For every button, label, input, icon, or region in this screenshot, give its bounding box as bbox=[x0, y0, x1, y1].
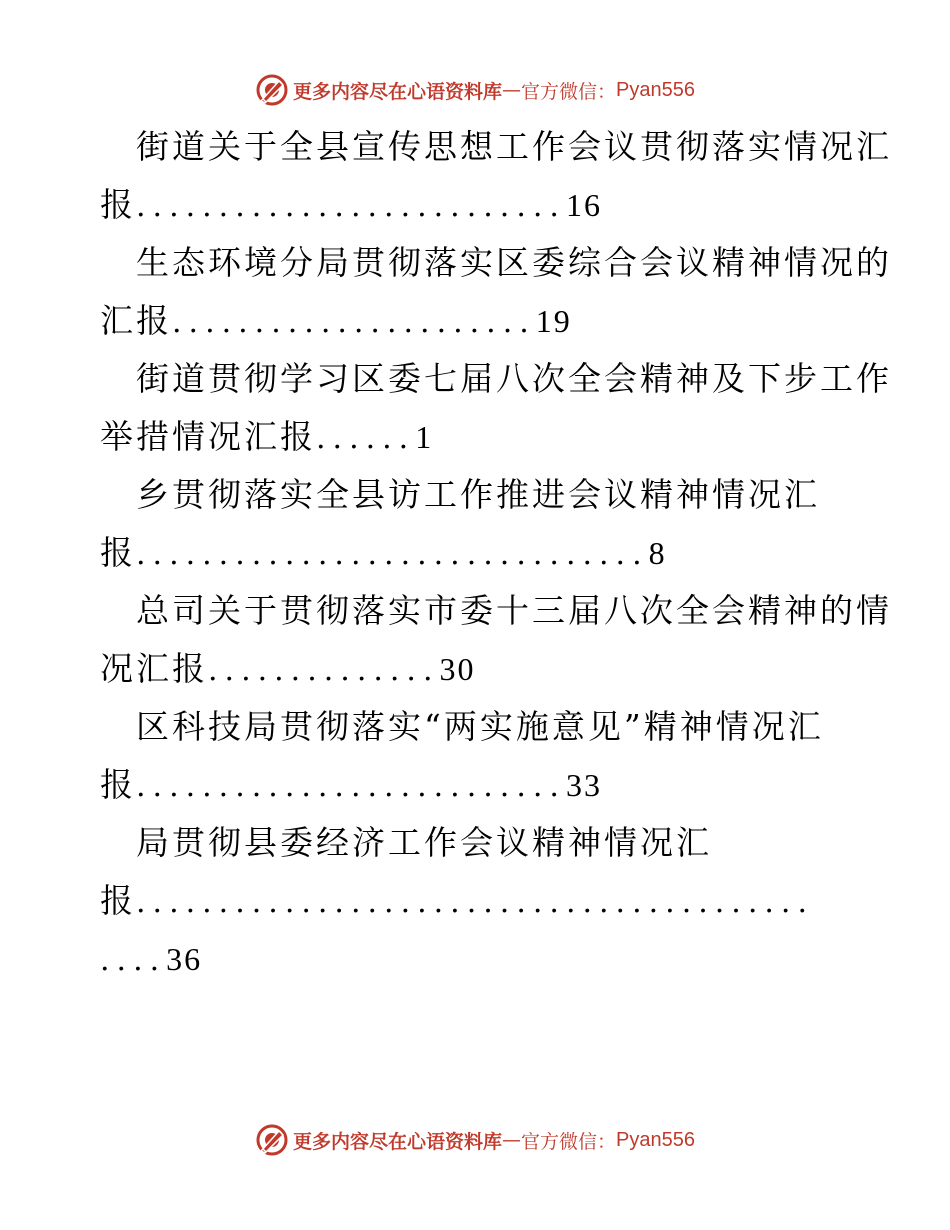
toc-entry-3-page: 1 bbox=[415, 419, 434, 455]
toc-entry-7-tail: 报 bbox=[100, 881, 136, 920]
toc-entry-1-title[interactable]: 街道关于全县宣传思想工作会议贯彻落实情况汇 bbox=[136, 127, 892, 166]
banner-wechat-label: 官方微信： bbox=[521, 80, 617, 103]
toc-entry-2-title[interactable]: 生态环境分局贯彻落实区委综合会议精神情况的 bbox=[136, 243, 892, 282]
toc-entry-5-tail: 况汇报 bbox=[100, 649, 208, 688]
toc-entry-1-tail: 报 bbox=[100, 185, 136, 224]
footer-banner-separator: — bbox=[502, 1129, 522, 1151]
toc-entry-4-leader[interactable] bbox=[100, 524, 860, 582]
header-banner bbox=[0, 70, 950, 110]
toc-entry-6-dots: .......................... bbox=[136, 769, 566, 804]
table-of-contents bbox=[100, 118, 892, 988]
banner-wechat-id: Pyan556 bbox=[616, 78, 695, 101]
toc-entry-7-page: 36 bbox=[166, 941, 203, 977]
footer-banner-wechat-id: Pyan556 bbox=[616, 1128, 695, 1151]
banner-text: 更多内容尽在心语资料库 bbox=[293, 80, 503, 103]
toc-entry-3-leader[interactable] bbox=[100, 408, 860, 466]
toc-entry-4-page: 8 bbox=[648, 535, 667, 571]
toc-entry-2-leader[interactable] bbox=[100, 292, 860, 350]
toc-entry-4-dots: ............................... bbox=[136, 537, 649, 572]
toc-entry-5-page: 30 bbox=[439, 651, 476, 687]
toc-entry-2-tail: 汇报 bbox=[100, 301, 172, 340]
toc-entry-7-dots: ......................................... bbox=[136, 885, 814, 920]
toc-entry-6-title[interactable]: 区科技局贯彻落实“两实施意见”精神情况汇 bbox=[136, 707, 824, 746]
toc-entry-5-leader[interactable] bbox=[100, 640, 860, 698]
toc-entry-4-title[interactable]: 乡贯彻落实全县访工作推进会议精神情况汇 bbox=[136, 475, 820, 514]
banner-separator: — bbox=[502, 79, 522, 101]
footer-banner bbox=[0, 1120, 950, 1160]
footer-banner-text: 更多内容尽在心语资料库 bbox=[293, 1130, 503, 1153]
footer-banner-wechat-label: 官方微信： bbox=[521, 1130, 617, 1153]
toc-entry-3-tail: 举措情况汇报 bbox=[100, 417, 316, 456]
toc-entry-2-page: 19 bbox=[535, 303, 572, 339]
pen-logo-icon bbox=[255, 1123, 289, 1157]
toc-entry-7-leader[interactable] bbox=[100, 872, 860, 930]
toc-entry-3-title[interactable]: 街道贯彻学习区委七届八次全会精神及下步工作 bbox=[136, 359, 892, 398]
toc-entry-1-leader[interactable] bbox=[100, 176, 860, 234]
toc-entry-1-page: 16 bbox=[565, 187, 602, 223]
toc-entry-6-leader[interactable] bbox=[100, 756, 860, 814]
toc-entry-5-title[interactable]: 总司关于贯彻落实市委十三届八次全会精神的情 bbox=[136, 591, 892, 630]
toc-entry-7-title[interactable]: 局贯彻县委经济工作会议精神情况汇 bbox=[136, 823, 712, 862]
toc-entry-7-dots-cont: .... bbox=[100, 943, 167, 978]
toc-entry-2-dots: ...................... bbox=[172, 305, 536, 340]
toc-entry-7-continuation[interactable] bbox=[100, 930, 860, 988]
pen-logo-icon bbox=[255, 73, 289, 107]
toc-entry-6-tail: 报 bbox=[100, 765, 136, 804]
toc-entry-1-dots: .......................... bbox=[136, 189, 566, 224]
toc-entry-6-page: 33 bbox=[565, 767, 602, 803]
toc-entry-4-tail: 报 bbox=[100, 533, 136, 572]
toc-entry-5-dots: .............. bbox=[208, 653, 440, 688]
toc-entry-3-dots: ...... bbox=[316, 421, 416, 456]
